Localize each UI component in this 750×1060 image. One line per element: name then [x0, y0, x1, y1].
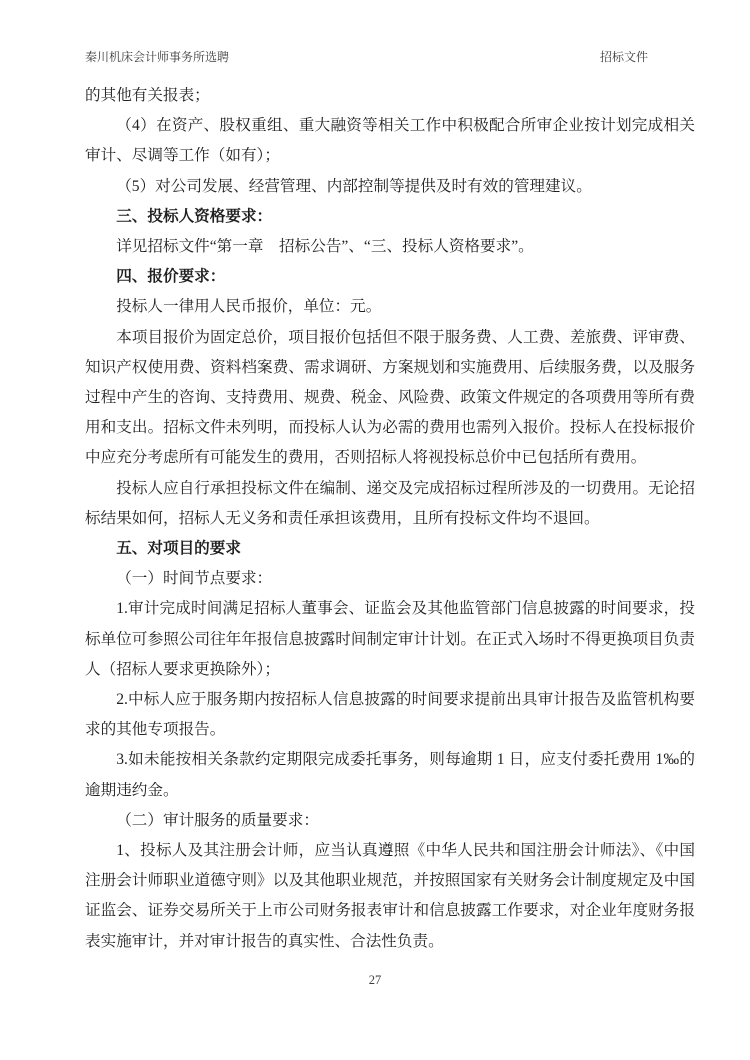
- section-heading: 三、投标人资格要求：: [116, 207, 273, 225]
- section-heading: 五、对项目的要求: [116, 540, 241, 558]
- section-heading: 四、报价要求：: [116, 268, 226, 286]
- page-header: [85, 50, 648, 65]
- page-number: 27: [368, 973, 382, 987]
- paragraph: （4）在资产、股权重组、重大融资等相关工作中积极配合所审企业按计划完成相关审计、尽调等工作（如有）；: [85, 117, 695, 165]
- paragraph: 本项目报价为固定总价，项目报价包括但不限于服务费、人工费、差旅费、评审费、知识产权使用费、资料档案费、需求调研、方案规划和实施费用、后续服务费，以及服务过程中产生的咨询、支持费用、规费、税金、风险费、政策文件规定的各项费用等所有费用和支出。招标文件未列明，而投标人认为必需的费用也需列入报价。投标人在投标报价中应充分考虑所有可能发生的费用，否则招标人将视投标总价中已包括所有费用。: [85, 328, 695, 467]
- paragraph: 投标人应自行承担投标文件在编制、递交及完成招标过程所涉及的一切费用。无论招标结果如何，招标人无义务和责任承担该费用，且所有投标文件均不退回。: [85, 479, 695, 527]
- document-body: [85, 81, 695, 957]
- paragraph: 详见招标文件“第一章 招标公告”、“三、投标人资格要求”。: [116, 238, 534, 256]
- page-footer: [0, 973, 750, 988]
- paragraph: 1、投标人及其注册会计师，应当认真遵照《中华人民共和国注册会计师法》、《中国注册会计师职业道德守则》以及其他职业规范，并按照国家有关财务会计制度规定及中国证监会、证券交易所关于上市公司财务报表审计和信息披露工作要求，对企业年度财务报表实施审计，并对审计报告的真实性、合法性负责。: [85, 842, 695, 950]
- paragraph: 投标人一律用人民币报价，单位：元。: [116, 298, 382, 316]
- paragraph: （二）审计服务的质量要求：: [116, 811, 319, 829]
- paragraph: （5）对公司发展、经营管理、内部控制等提供及时有效的管理建议。: [116, 177, 592, 195]
- paragraph: 1.审计完成时间满足招标人董事会、证监会及其他监管部门信息披露的时间要求，投标单位可参照公司往年年报信息披露时间制定审计计划。在正式入场时不得更换项目负责人（招标人要求更换除外）；: [85, 600, 695, 678]
- paragraph: （一）时间节点要求：: [116, 570, 273, 588]
- paragraph: 3.如未能按相关条款约定期限完成委托事务，则每逾期 1 日，应支付委托费用 1‰的逾期违约金。: [85, 751, 695, 799]
- paragraph: 2.中标人应于服务期内按招标人信息披露的时间要求提前出具审计报告及监管机构要求的其他专项报告。: [85, 691, 695, 739]
- header-right-title: 招标文件: [599, 50, 648, 64]
- header-left-title: 秦川机床会计师事务所选聘: [85, 50, 230, 64]
- paragraph: 的其他有关报表；: [85, 87, 210, 104]
